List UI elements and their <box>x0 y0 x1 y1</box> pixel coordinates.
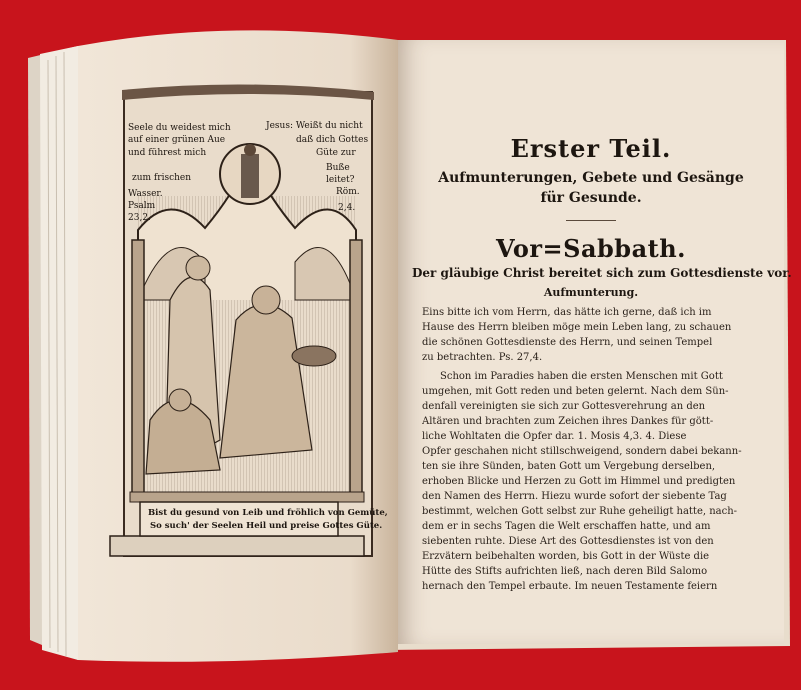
part-title: Erster Teil. <box>510 134 672 163</box>
body-line: Erzvätern beibehalten worden, bis Gott in der Wüste die <box>422 551 710 562</box>
body-line: Hütte des Stifts aufrichten ließ, nach deren Bild Salomo <box>422 566 708 577</box>
body-line: denfall vereinigten sie sich zur Gottesverehrung an den <box>422 401 706 412</box>
body-line: liche Wohltaten die Opfer dar. 1. Mosis 4,3. 4. Diese <box>422 431 687 442</box>
part-subtitle-line-2: für Gesunde. <box>540 190 642 206</box>
verse-right-line-1: Jesus: Weißt du nicht <box>266 121 363 131</box>
body-line: ten sie ihre Sünden, baten Gott um Vergebung derselben, <box>422 461 716 472</box>
verse-left-line-7: 23,2. <box>128 213 151 223</box>
fruit-bowl <box>292 346 336 366</box>
text-page <box>398 40 792 644</box>
section-subtitle: Der gläubige Christ bereitet sich zum Gottesdienste vor. <box>412 266 792 280</box>
caption-line-1: Bist du gesund von Leib und fröhlich von Gemüte, <box>148 508 388 518</box>
body-line: zu betrachten. Ps. 27,4. <box>422 352 543 363</box>
body-line: hernach den Tempel erbaute. Im neuen Testamente feiern <box>422 581 718 592</box>
part-subtitle-line-1: Aufmunterungen, Gebete und Gesänge <box>438 170 744 186</box>
verse-right-line-3: Güte zur <box>316 148 356 158</box>
verse-left-line-2: auf einer grünen Aue <box>128 135 226 145</box>
verse-right-line-6: Röm. <box>336 187 360 197</box>
body-line: umgehen, mit Gott reden und beten gelernt. Nach dem Sün- <box>422 386 729 397</box>
verse-left-line-3: und führest mich <box>128 148 207 158</box>
verse-left-line-5: Wasser. <box>128 189 163 199</box>
verse-right-line-4: Buße <box>326 163 350 173</box>
body-line: Opfer geschahen nicht stillschweigend, sondern dabei bekann- <box>422 446 742 457</box>
body-line: erhoben Blicke und Herzen zu Gott im Himmel und predigten <box>422 476 736 487</box>
body-line: Eins bitte ich vom Herrn, das hätte ich gerne, daß ich im <box>422 307 712 318</box>
verse-left-line-4: zum frischen <box>132 173 192 183</box>
divider <box>566 220 616 221</box>
body-line: Schon im Paradies haben die ersten Menschen mit Gott <box>440 371 723 382</box>
body-line: bestimmt, welchen Gott selbst zur Ruhe geheiligt hatte, nach- <box>422 506 738 517</box>
verse-left-line-1: Seele du weidest mich <box>128 123 231 133</box>
caption-line-2: So such' der Seelen Heil und preise Gottes Güte. <box>150 521 383 531</box>
body-line: Altären und brachten zum Zeichen ihres Dankes für gött- <box>422 416 714 427</box>
verse-right-line-2: daß dich Gottes <box>296 135 369 145</box>
part-subtitle <box>418 168 764 208</box>
verse-right-line-7: 2,4. <box>338 203 356 213</box>
body-line: die schönen Gottesdienste des Herrn, und seinen Tempel <box>422 337 713 348</box>
section-title: Vor=Sabbath. <box>495 234 687 263</box>
verse-right-line-5: leitet? <box>326 175 355 185</box>
verse-left-line-6: Psalm <box>128 201 156 211</box>
section-label: Aufmunterung. <box>543 286 639 299</box>
body-line: den Namen des Herrn. Hiezu wurde sofort der siebente Tag <box>422 491 727 502</box>
body-line: dem er in sechs Tagen die Welt erschaffen hatte, und am <box>422 521 711 532</box>
body-line: siebenten ruhte. Diese Art des Gottesdienstes ist von den <box>422 536 714 547</box>
body-line: Hause des Herrn bleiben möge mein Leben lang, zu schauen <box>422 322 732 333</box>
